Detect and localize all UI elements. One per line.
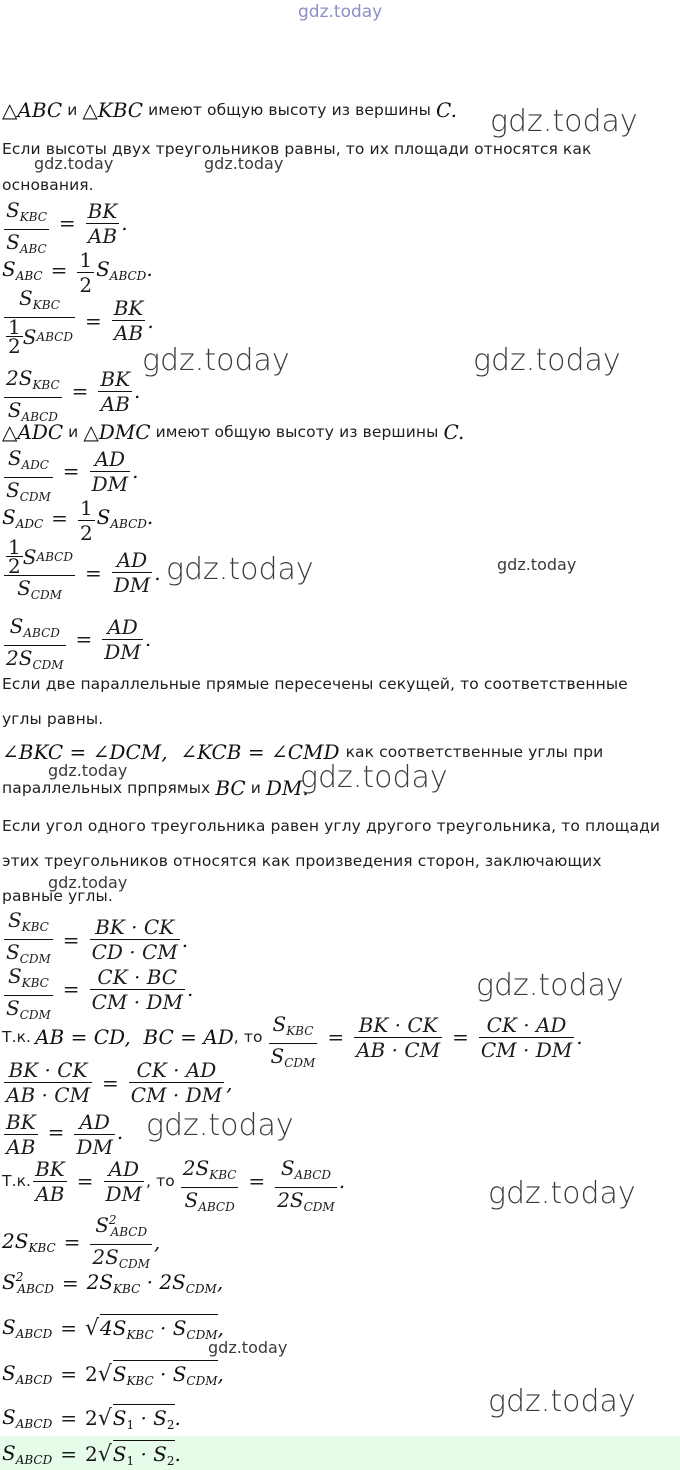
watermark: gdz.today [476,968,624,1003]
formula-5: $\frac{S_{ADC}}{S_{CDM}}$ = $\frac{AD}{DM}$ . [6,446,139,504]
rule-parallel-line2: углы равны. [2,710,104,728]
line-triangles-abc-kbc: △ABC и △KBC имеют общую высоту из вершины C. [2,98,457,122]
formula-17: $S_{ABCD}$ = √ $4S_{KBC} \cdot S_{CDM}$ , [2,1315,224,1342]
formula-3: $S_{KBC}$ $\frac{1}{2}$ S ABCD = $\frac{BK}{AB}$ . [2,286,154,355]
rule-angle-line3: равные углы. [2,887,113,905]
watermark: gdz.today [488,1384,636,1419]
formula-9: $\frac{S_{KBC}}{S_{CDM}}$ = $\frac{BK \cdot CK}{CD \cdot CM}$ . [6,908,189,966]
rule-angle-line2: этих треугольников относятся как произведения сторон, заключающих [2,852,602,870]
formula-10: $\frac{S_{KBC}}{S_{CDM}}$ = $\frac{CK \cdot BC}{CM \cdot DM}$ . [6,964,194,1022]
answer-formula: $S_{ABCD}$ = 2 √ $S_1 \cdot S_2$ . [2,1441,181,1468]
formula-2: $S_{ABC}$ = $\frac{1}{2}$ $S_{ABCD}$. [2,248,153,297]
formula-1: $\frac{S_{KBC}}{S_{ABC}}$ = $\frac{BK}{AB}$ . [6,198,128,256]
line-parallel-lines: параллельных прпрямых BC и DM. [2,776,309,800]
watermark: gdz.today [300,760,448,795]
rule-angle-line1: Если угол одного треугольника равен углу другого треугольника, то площади [2,817,661,835]
formula-12: $\frac{BK \cdot CK}{AB \cdot CM}$ = $\frac{CK \cdot AD}{CM \cdot DM}$ , [6,1058,233,1107]
formula-6: $S_{ADC}$ = $\frac{1}{2}$ $S_{ABCD}$. [2,496,154,545]
watermark: gdz.today [146,1108,294,1143]
formula-16: $S^2_{ABCD}$ = $2S_{KBC} \cdot 2S_{CDM}$, [2,1270,224,1296]
formula-4: $\frac{2S_{KBC}}{S_{ABCD}}$ = $\frac{BK}{AB}$ . [6,366,141,424]
watermark-top: gdz.today [298,2,383,22]
watermark: gdz.today [473,343,621,378]
watermark: gdz.today [142,343,290,378]
line-triangles-adc-dmc: △ADC и △DMC имеют общую высоту из вершины C. [2,420,465,444]
watermark: gdz.today [48,761,128,780]
formula-13: $\frac{BK}{AB}$ = $\frac{AD}{DM}$ . [6,1110,124,1159]
formula-7: $\frac{1}{2}$ S ABCD $S_{CDM}$ = $\frac{AD}{DM}$ . [2,538,161,607]
watermark: gdz.today [488,1176,636,1211]
formula-11: Т.к. AB = CD, BC = AD , то $\frac{S_{KBC}}{S_{CDM}}$ = $\frac{BK \cdot CK}{AB \cdot CM}$ = $\frac{CK \cdot AD}{CM \cdot DM}$ . [2,1012,583,1070]
rule-parallel-line1: Если две параллельные прямые пересечены секущей, то соответственные [2,675,628,693]
rule-heights-line2: основания. [2,176,94,194]
watermark: gdz.today [48,873,128,892]
watermark: gdz.today [497,555,577,574]
watermark: gdz.today [34,154,114,173]
watermark: gdz.today [490,104,638,139]
formula-19: $S_{ABCD}$ = 2 √ $S_1 \cdot S_2$ . [2,1405,181,1432]
rule-heights-line1: Если высоты двух треугольников равны, то их площади относятся как [2,140,592,158]
formula-8: $\frac{S_{ABCD}}{2S_{CDM}}$ = $\frac{AD}{DM}$ . [6,614,152,672]
formula-15: $2S_{KBC}$ = $\frac{S^2_{ABCD}}{2S_{CDM}}$ , [2,1213,161,1271]
formula-18: $S_{ABCD}$ = 2 √ $S_{KBC} \cdot S_{CDM}$ , [2,1361,224,1388]
line-angles: ∠BKC = ∠DCM, ∠KCB = ∠CMD как соответственные углы при [2,740,604,764]
watermark: gdz.today [166,552,314,587]
watermark: gdz.today [208,1338,288,1357]
watermark: gdz.today [204,154,284,173]
formula-14: Т.к. $\frac{BK}{AB}$ = $\frac{AD}{DM}$ , то $\frac{2S_{KBC}}{S_{ABCD}}$ = $\frac{S_{ABCD}}{2S_{CDM}}$ . [2,1156,346,1214]
